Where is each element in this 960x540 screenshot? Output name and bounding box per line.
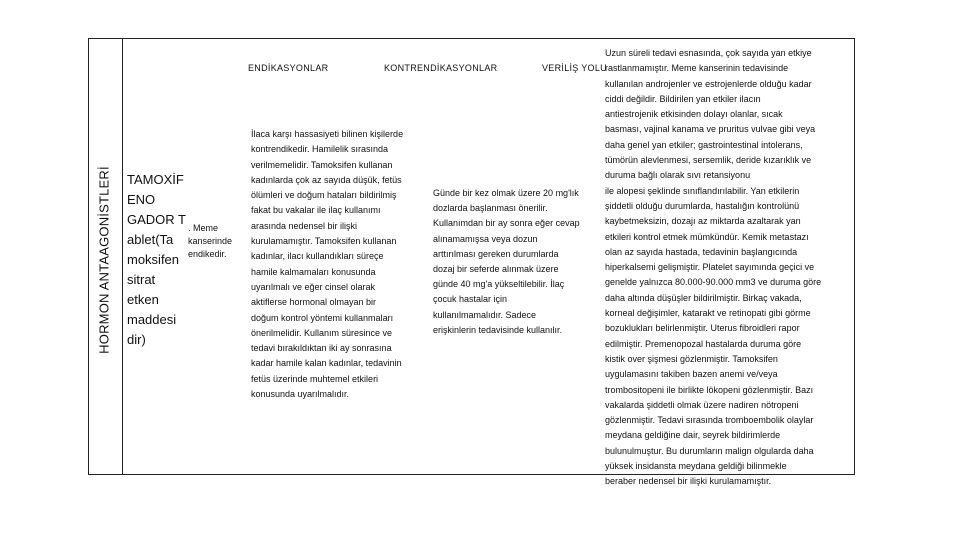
contraindication-line: fetüs üzerinde muhtemel etkileri [251,373,379,384]
route-line: erişkinlerin tedavisinde kullanılır. [433,324,563,335]
side-effect-line: kistik over şişmesi gözlenmiştir. Tamoksifen [605,353,778,364]
side-effect-line: korneal değişimler, katarakt ve retinopati gibi görme [605,308,811,319]
indication-line: kanserinde [188,236,233,246]
contraindications-cell [251,127,436,402]
side-effect-line: etkileri kontrol etmek mümkündür. Kemik metastazı [605,231,809,242]
contraindication-line: hamile kalmamaları konusunda [251,266,376,277]
contraindication-line: arasında nedensel bir ilişki [251,220,358,231]
drug-name-line: etken [127,292,159,307]
column-divider [122,38,123,475]
side-effect-line: gözlenmiştir. Tedavi sırasında tromboembolik olaylar [605,415,814,426]
side-effect-line: antiestrojenik etkisinden dolayı olanlar, sıcak [605,109,783,120]
contraindication-line: doğum kontrol yöntemi kullanmaları [251,312,394,323]
side-effect-line: şiddetli olduğu durumlarda, hastalığın kontrolünü [605,200,800,211]
header-route: VERİLİŞ YOLU [542,63,607,73]
contraindication-line: kontrendikedir. Hamilelik sırasında [251,144,389,155]
route-line: Kullanımdan bir ay sonra eğer cevap [433,218,580,229]
drug-name-line: dir) [127,332,146,347]
route-line: dozaj bir seferde alınmak üzere [433,264,559,275]
route-line: dozlarda başlanması önerilir. [433,203,548,214]
drug-name-line: sitrat [127,272,156,287]
side-effect-line: ciddi değildir. Bildirilen yan etkiler ilacın [605,93,761,104]
drug-name-line: TAMOXİF [127,172,184,187]
side-effect-line: meydana geldiğine dair, seyrek bildirimlerde [605,430,781,441]
side-effect-line: kaybetmeksizin, dozajı az miktarda azaltarak yan [605,216,801,227]
contraindication-line: tedavi bırakıldıktan iki ay sonrasına [251,343,392,354]
drug-name-line: moksifen [127,252,180,267]
contraindication-line: ölümleri ve doğum hataları bildirilmiş [251,190,397,201]
side-effect-line: genelde yalnızca 80.000-90.000 mm3 ve duruma göre [605,277,822,288]
contraindication-line: uyarılmalı ve eğer cinsel olarak [251,281,376,292]
route-line: arttırılması gereken durumlarda [433,248,559,259]
header-indications: ENDİKASYONLAR [248,63,329,73]
side-effect-line: daha altında düşüşler bildirilmiştir. Birkaç vakada, [605,292,802,303]
contraindication-line: önerilmelidir. Kullanım süresince ve [251,327,393,338]
side-effect-line: rastlanmamıştır. Meme kanserinin tedavisinde [605,63,789,74]
side-effect-line: uygulamasını takiben bazen anemi ve/veya [605,369,778,380]
contraindication-line: aktiflerse hormonal olmayan bir [251,297,377,308]
indications-cell [188,222,238,261]
drug-name-line: ENO [127,192,156,207]
indication-line: endikedir. [188,249,227,259]
category-title: HORMON ANTAAGONİSTLERİ [96,166,112,354]
side-effect-line: bulunulmuştur. Bu durumların malign olgularda daha [605,445,814,456]
contraindication-line: konusunda uyarılmalıdır. [251,389,350,400]
side-effect-line: ile alopesi şeklinde sınıflandırılabilir. Yan etkilerin [605,185,800,196]
route-line: günde 40 mg'a yükseltilebilir. İlaç [433,279,565,290]
contraindication-line: verilmemelidir. Tamoksifen kullanan [251,159,393,170]
side-effect-line: Uzun süreli tedavi esnasında, çok sayıda yan etkiye [605,48,812,58]
drug-name-cell [127,170,187,350]
side-effect-line: bozuklukları belirlenmiştir. Uterus fibroidleri rapor [605,323,800,334]
side-effect-line: vakalarda şiddetli olmak üzere nadiren nötropeni [605,399,799,410]
side-effect-line: yüksek insidansta meydana geldiği bilinmekle [605,461,787,472]
route-cell [433,186,605,338]
contraindication-line: kadınlarda çok az sayıda düşük, fetüs [251,174,402,185]
drug-name-line: ablet(Ta [127,232,174,247]
side-effect-line: duruma bağlı olarak sıvı retansiyonu [605,170,751,181]
side-effects-cell [605,46,855,490]
route-line: çocuk hastalar için [433,294,508,305]
side-effect-line: basması, vajinal kanama ve pruritus vulvae gibi veya [605,124,816,135]
drug-name-line: maddesi [127,312,177,327]
contraindication-line: fakat bu vakalar ile ilaç kullanımı [251,205,381,216]
side-effect-line: kullanılan androjenler ve estrojenlerde olduğu kadar [605,78,812,89]
side-effect-line: beraber nedensel bir ilişki kurulamamıştır. [605,476,772,487]
drug-name-line: GADOR T [127,212,186,227]
indication-line: . Meme [188,223,219,233]
side-effect-line: tümörün alevlenmesi, sersemlik, deride kızarıklık ve [605,155,812,166]
side-effect-line: daha genel yan etkiler; gastrointestinal intolerans, [605,139,803,150]
side-effect-line: edilmiştir. Premenopozal hastalarda duruma göre [605,338,802,349]
side-effect-line: trombositopeni ile birlikte lökopeni gözlenmiştir. Bazı [605,384,814,395]
side-effect-line: olan az sayıda hastada, tedavinin başlangıcında [605,246,798,257]
side-effect-line: hiperkalsemi gelişmiştir. Platelet sayımında geçici ve [605,262,815,273]
contraindication-line: kadar hamile kalan kadınlar, tedavinin [251,358,402,369]
route-line: kullanılmamalıdır. Sadece [433,309,537,320]
contraindication-line: kadınlar, ilacı kullandıkları süreçe [251,251,384,262]
route-line: alınamamışsa veya dozun [433,233,538,244]
contraindication-line: İlaca karşı hassasiyeti bilinen kişilerde [251,129,404,139]
header-contraindications: KONTRENDİKASYONLAR [384,63,498,73]
route-line: Günde bir kez olmak üzere 20 mg'lık [433,188,579,198]
contraindication-line: kurulamamıştır. Tamoksifen kullanan [251,236,397,247]
